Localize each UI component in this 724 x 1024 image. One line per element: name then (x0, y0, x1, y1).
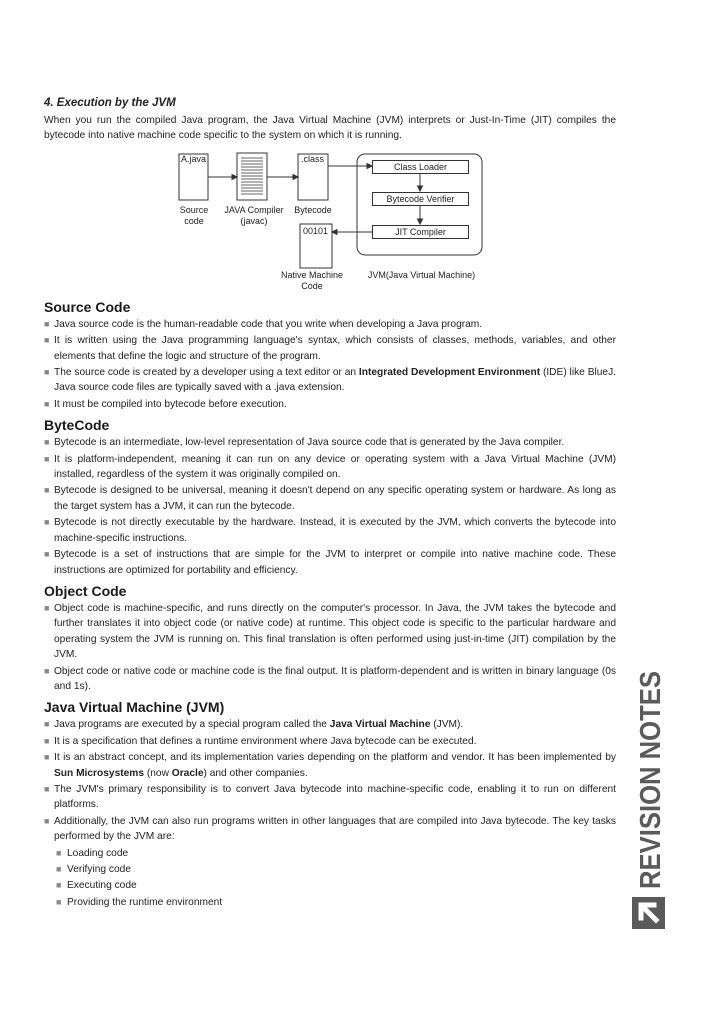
bullet: ■ (44, 437, 50, 448)
list-item (44, 483, 616, 514)
list-item (44, 846, 616, 861)
caption-bytecode: Bytecode (294, 204, 332, 215)
list-item-text: Providing the runtime environment (67, 896, 223, 908)
bullet: ■ (44, 549, 50, 560)
emphasis-jvm: Java Virtual Machine (329, 719, 431, 731)
caption-native (272, 270, 352, 292)
list-item-text: Object code or native code or machine code is the final output. It is platform-dependent and is written in binary language (0s and 1s). (54, 665, 616, 692)
list-item-text: It is platform-independent, meaning it can run on any device or operating system with a Java Virtual Machine (JVM) installed, regardless of the system it was originally compiled on. (54, 453, 616, 481)
bullet: ■ (44, 602, 50, 613)
bytecode-verifier-box: Bytecode Verifier (372, 192, 469, 206)
heading-jvm: Java Virtual Machine (JVM) (44, 699, 225, 716)
heading-object-code: Object Code (44, 582, 127, 599)
emphasis-ide: Integrated Development Environment (358, 367, 541, 379)
object-code-list (44, 601, 616, 694)
class-file-label: .class (301, 153, 325, 164)
revision-notes-graphic (632, 668, 666, 930)
list-item (44, 734, 616, 749)
page-content (44, 97, 616, 911)
list-item (44, 664, 616, 695)
intro-paragraph: When you run the compiled Java program, the Java Virtual Machine (JVM) interprets or Just-In-Time (JIT) compiles the bytecode into native machine code specific to the system on which it is running. (44, 115, 616, 142)
jvm-execution-diagram (44, 150, 616, 291)
bullet: ■ (44, 783, 50, 794)
heading-bytecode: ByteCode (44, 417, 110, 434)
caption-native-line1: Native Machine (280, 269, 344, 280)
list-item-text: Executing code (67, 880, 137, 892)
list-item-text: Loading code (67, 847, 129, 859)
list-item (44, 435, 616, 450)
bullet: ■ (44, 367, 50, 378)
bullet: ■ (44, 752, 50, 763)
list-item (44, 601, 616, 663)
list-item-text: (IDE) like BlueJ. Java source code files are typically saved with a .java extension. (54, 367, 617, 394)
list-item-text: ) and other companies. (203, 767, 308, 779)
list-item-text: (JVM). (430, 719, 464, 731)
heading-source-code: Source Code (44, 298, 131, 315)
list-item (44, 365, 616, 396)
caption-source-code (172, 205, 216, 227)
list-item-text: Bytecode is not directly executable by the hardware. Instead, it is executed by the JVM, which converts the bytecode into machine-specific instructions. (54, 517, 616, 544)
list-item (44, 317, 616, 332)
list-item (44, 895, 616, 910)
list-item-text: Verifying code (67, 864, 131, 875)
native-file-label: 00101 (303, 225, 329, 236)
caption-compiler-line1: JAVA Compiler (224, 204, 284, 215)
bullet: ■ (56, 880, 62, 891)
bullet: ■ (44, 453, 50, 464)
list-item (44, 878, 616, 893)
bullet: ■ (44, 665, 50, 676)
list-item-text: It is written using the Java programming language's syntax, which consists of classes, methods, variables, and other elements that define the logic and structure of the program. (54, 335, 616, 362)
jvm-tasks-list (44, 846, 616, 911)
list-item-text: It is an abstract concept, and its implementation varies depending on the platform and vendor. It has been implemented by (54, 752, 616, 764)
list-item (44, 515, 616, 546)
list-item (44, 547, 616, 578)
caption-compiler (216, 205, 292, 227)
bullet: ■ (44, 398, 50, 409)
list-item-text: Java source code is the human-readable code that you write when developing a Java program. (54, 318, 483, 330)
compiler-shape (237, 153, 267, 200)
list-item (44, 782, 616, 813)
class-loader-box: Class Loader (372, 160, 469, 174)
bullet: ■ (56, 864, 62, 874)
bullet: ■ (56, 847, 62, 858)
list-item (44, 452, 616, 483)
list-item (44, 717, 616, 732)
revision-notes-label: REVISION NOTES (635, 668, 666, 889)
jvm-list (44, 717, 616, 844)
list-item (44, 333, 616, 364)
list-item-text: Bytecode is designed to be universal, meaning it doesn't depend on any specific operating system or hardware. As long as the target system has a JVM, it can run the bytecode. (54, 485, 616, 512)
bullet: ■ (44, 335, 50, 346)
list-item-text: Java programs are executed by a special program called the (54, 719, 330, 731)
bullet: ■ (44, 318, 50, 329)
bullet: ■ (44, 485, 50, 496)
section-title: 4. Execution by the JVM (44, 97, 176, 109)
caption-jvm: JVM(Java Virtual Machine) (367, 269, 476, 280)
list-item-text: Object code is machine-specific, and runs directly on the computer's processor. In Java, the JVM takes the bytecode and further translates it into object code (or native code) at runtime. This object code is specific to the particular hardware and operating system the JVM is running on. This final translation is often performed using just-in-time (JIT) compilation by the JVM. (54, 602, 616, 661)
emphasis-oracle: Oracle (171, 767, 204, 779)
bullet: ■ (44, 735, 50, 746)
jit-compiler-box: JIT Compiler (372, 225, 469, 239)
caption-native-line2: Code (301, 280, 323, 291)
list-item-text: Additionally, the JVM can also run programs written in other languages that are compiled into Java bytecode. The key tasks performed by the JVM are: (54, 815, 616, 843)
bullet: ■ (44, 815, 50, 826)
list-item-text: It must be compiled into bytecode before execution. (54, 398, 287, 410)
bytecode-list (44, 435, 616, 578)
list-item (44, 814, 616, 845)
source-file-label: A.java (181, 153, 207, 164)
list-item-text: Bytecode is a set of instructions that are simple for the JVM to interpret or compile into native machine code. These instructions are optimized for portability and efficiency. (54, 549, 616, 576)
list-item-text: Bytecode is an intermediate, low-level representation of Java source code that is generated by the Java compiler. (54, 437, 565, 449)
bullet: ■ (44, 517, 50, 528)
list-item (44, 750, 616, 781)
list-item-text: The source code is created by a developer using a text editor or an (54, 367, 359, 379)
source-code-list (44, 317, 616, 412)
list-item-text: It is a specification that defines a runtime environment where Java bytecode can be executed. (54, 735, 477, 747)
list-item (44, 862, 616, 877)
bullet: ■ (56, 896, 62, 907)
caption-compiler-line2: (javac) (240, 215, 268, 226)
bullet: ■ (44, 719, 50, 730)
list-item-text: (now (144, 767, 172, 779)
list-item-text: The JVM's primary responsibility is to convert Java bytecode into machine-specific code, enabling it to run on different platforms. (54, 783, 616, 811)
emphasis-sun: Sun Microsystems (54, 767, 145, 779)
caption-source-line2: code (184, 215, 204, 226)
caption-source-line1: Source (179, 204, 209, 215)
revision-notes-tab (632, 668, 666, 930)
list-item (44, 397, 616, 412)
